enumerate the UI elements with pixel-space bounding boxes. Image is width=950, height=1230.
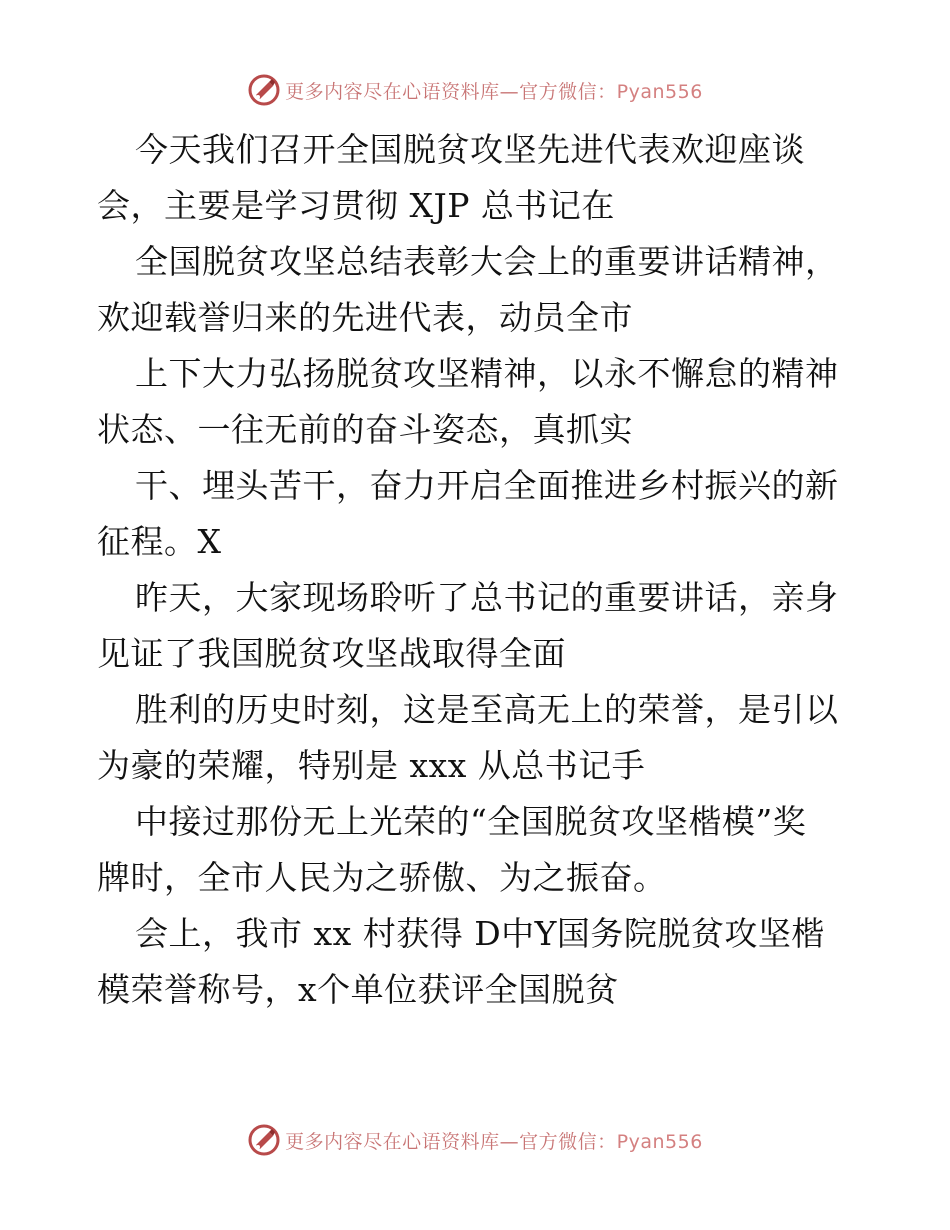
brand-logo-icon [247, 73, 281, 107]
text-line: 昨天，大家现场聆听了总书记的重要讲话，亲身 [135, 578, 839, 617]
text-line: 模荣誉称号，x个单位获评全国脱贫 [97, 970, 619, 1009]
text-line: 胜利的历史时刻，这是至高无上的荣誉，是引以 [135, 690, 839, 729]
footer-watermark [0, 1122, 950, 1158]
text-line: 见证了我国脱贫攻坚战取得全面 [97, 634, 566, 673]
text-line: 状态、一往无前的奋斗姿态，真抓实 [97, 410, 633, 449]
text-line: 干、埋头苦干，奋力开启全面推进乡村振兴的新 [135, 466, 839, 505]
watermark-text: 更多内容尽在心语资料库—官方微信：Pyan556 [285, 80, 703, 103]
text-line: 中接过那份无上光荣的“全国脱贫攻坚楷模”奖 [135, 802, 807, 841]
text-line: 会上，我市 xx 村获得 D中Y国务院脱贫攻坚楷 [135, 914, 825, 953]
text-line: 会，主要是学习贯彻 XJP 总书记在 [97, 186, 615, 225]
header-watermark [0, 72, 950, 108]
text-line: 征程。X [97, 522, 222, 561]
watermark-text: 更多内容尽在心语资料库—官方微信：Pyan556 [285, 1130, 703, 1153]
text-line: 欢迎载誉归来的先进代表，动员全市 [97, 298, 633, 337]
brand-logo-icon [247, 1123, 281, 1157]
text-line: 全国脱贫攻坚总结表彰大会上的重要讲话精神， [135, 242, 839, 281]
document-body [97, 122, 867, 1018]
text-line: 牌时，全市人民为之骄傲、为之振奋。 [97, 858, 667, 897]
text-line: 为豪的荣耀，特别是 xxx 从总书记手 [97, 746, 646, 785]
text-line: 今天我们召开全国脱贫攻坚先进代表欢迎座谈 [135, 130, 805, 169]
text-line: 上下大力弘扬脱贫攻坚精神，以永不懈怠的精神 [135, 354, 839, 393]
